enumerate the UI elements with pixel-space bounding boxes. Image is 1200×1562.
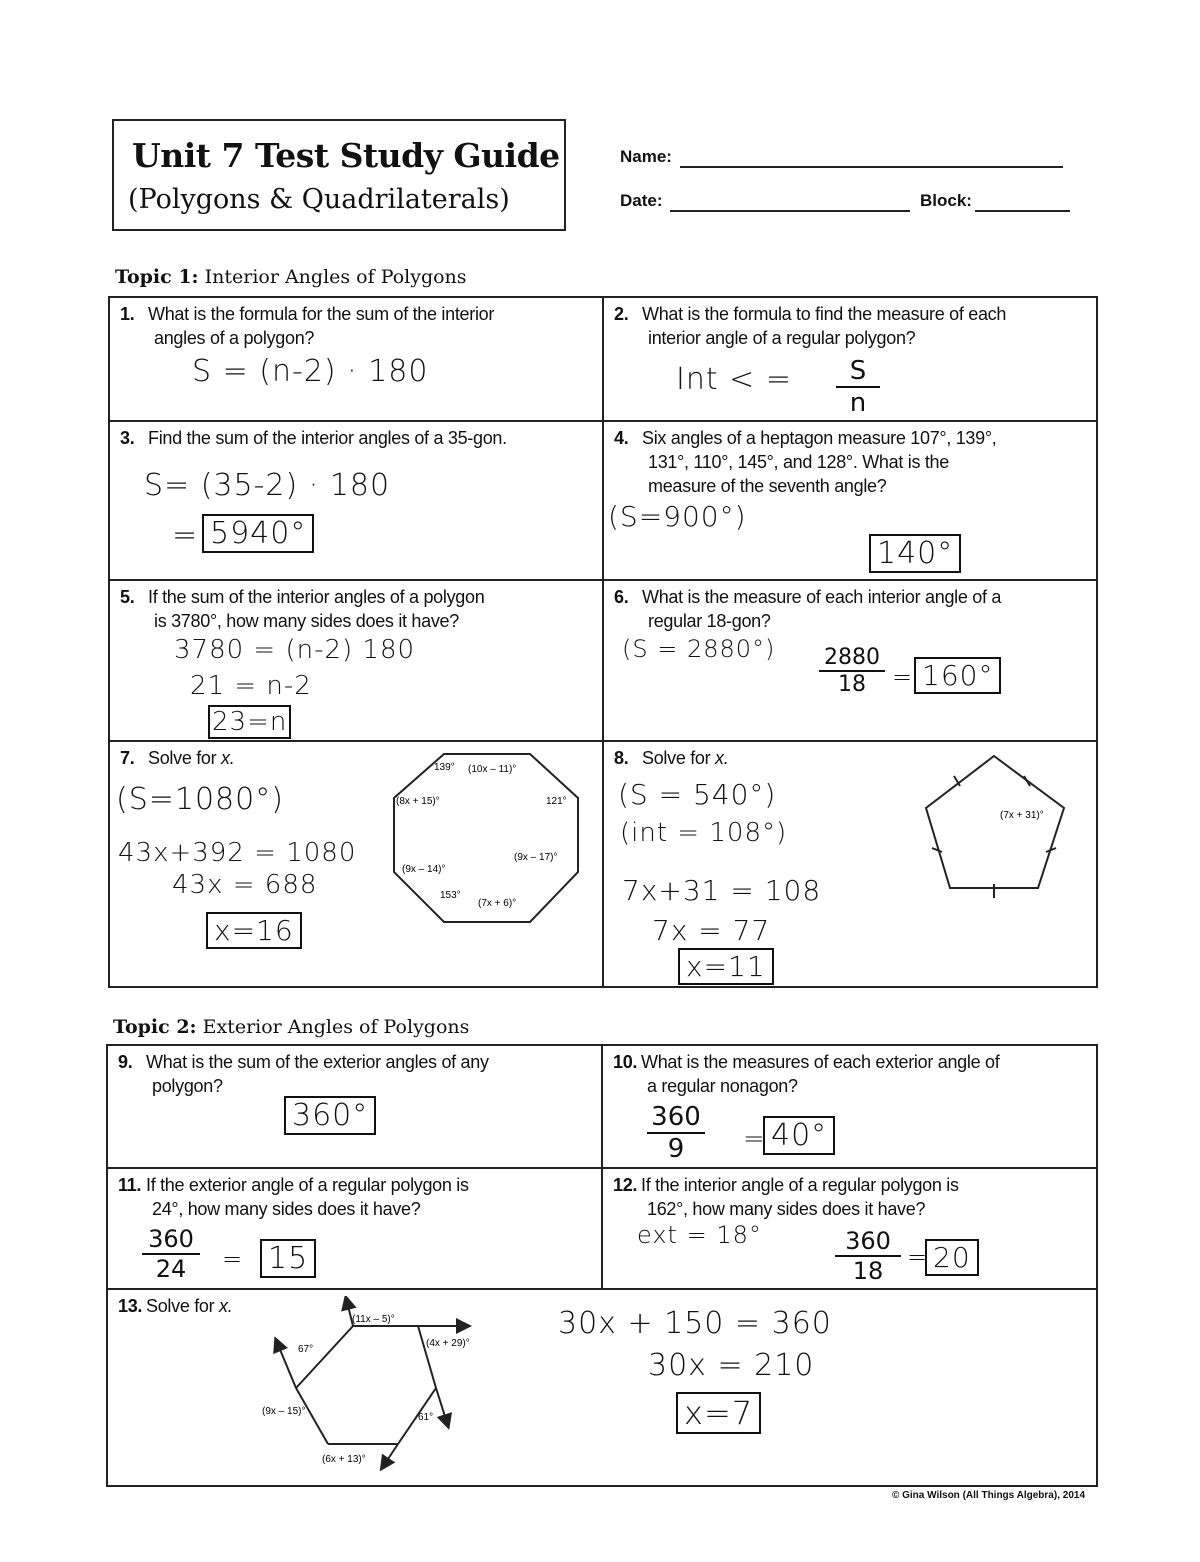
date-field[interactable] [670,210,910,212]
page-subtitle: (Polygons & Quadrilaterals) [128,184,510,215]
q6-frac-den: 18 [838,672,866,697]
q7-angle-label: 153° [440,890,461,901]
q2-work: Int < = [676,362,792,397]
q3-answer: 5940° [202,514,314,553]
q11-answer: 15 [260,1239,316,1278]
topic2-title: Exterior Angles of Polygons [202,1016,470,1038]
q7-angle-label: (7x + 6)° [478,898,517,909]
q9-answer: 360° [284,1096,376,1135]
q6-text-line1: What is the measure of each interior angle of a [642,587,1002,607]
q11-text-line2: 24°, how many sides does it have? [152,1199,421,1219]
q7-answer: x=16 [206,912,302,949]
q7-number: 7. [120,748,135,768]
topic1-heading [115,266,467,288]
q13-var: x. [219,1296,233,1316]
topic1-label: Topic 1: [115,266,199,288]
q4-text-line1: Six angles of a heptagon measure 107°, 139°, [642,428,997,448]
q2-fraction [836,356,880,418]
q6-frac-num: 2880 [819,645,885,672]
q13-number: 13. [118,1296,143,1316]
q12-answer: 20 [925,1239,979,1276]
q10-number: 10. [613,1052,638,1072]
q3-cell [109,421,603,580]
q12-fraction [835,1227,901,1285]
q11-equals: = [222,1245,244,1273]
q13-work-line2: 30x = 210 [648,1348,815,1383]
q11-prompt [118,1173,469,1221]
q3-text-line1: Find the sum of the interior angles of a 35-gon. [148,428,507,448]
q13-cell [107,1289,1097,1486]
q10-equals: = [743,1124,766,1154]
q4-prompt [614,426,996,498]
q12-work: ext = 18° [637,1221,762,1249]
q7-prompt [120,746,234,770]
q6-work: (S = 2880°) [622,635,776,663]
q8-work-line4: 7x = 77 [652,914,771,947]
q8-work-line2: (int = 108°) [620,818,788,848]
q8-prompt [614,746,728,770]
q2-prompt [614,302,1006,350]
block-field[interactable] [975,210,1070,212]
q11-text-line1: If the exterior angle of a regular polygon is [146,1175,469,1195]
q8-pentagon [926,756,1064,888]
q1-text-line2: angles of a polygon? [154,328,315,348]
q8-work-line1: (S = 540°) [618,778,777,811]
q13-angle-label: (6x + 13)° [322,1454,366,1465]
q13-angle-label: (4x + 29)° [426,1338,470,1349]
q6-equals: = [892,663,914,691]
q5-text-line2: is 3780°, how many sides does it have? [154,611,459,631]
q10-frac-num: 360 [647,1102,705,1134]
q3-work: S= (35-2) · 180 [144,468,391,503]
q2-frac-num: S [836,356,880,388]
q6-fraction [819,645,885,697]
q2-number: 2. [614,304,629,324]
topic2-heading [113,1016,469,1038]
q6-number: 6. [614,587,629,607]
q5-work-line1: 3780 = (n-2) 180 [174,635,416,665]
q13-angle-label: 67° [298,1344,314,1355]
q5-answer: 23=n [208,705,291,739]
q7-angle-label: (9x – 14)° [402,864,446,875]
q7-text: Solve for [148,748,217,768]
q10-prompt [613,1050,999,1098]
q1-number: 1. [120,304,135,324]
q10-text-line1: What is the measures of each exterior angle of [641,1052,1000,1072]
q4-work: (S=900°) [608,500,747,533]
q11-frac-den: 24 [155,1255,187,1283]
q2-frac-den: n [849,388,867,418]
q11-fraction [142,1225,200,1283]
block-label: Block: [920,191,972,210]
q13-angle-label: (11x – 5)° [352,1314,395,1325]
q5-work-line2: 21 = n-2 [190,671,312,701]
q12-equals: = [907,1243,929,1271]
q12-frac-den: 18 [852,1257,884,1285]
name-field[interactable] [680,166,1063,168]
q8-work-line3: 7x+31 = 108 [622,874,822,907]
q13-extension-arrow [382,1444,398,1468]
q11-number: 11. [118,1175,142,1195]
topic1-title: Interior Angles of Polygons [204,266,467,288]
q7-octagon-diagram [382,752,586,928]
q4-cell [603,421,1097,580]
q7-cell [109,741,603,987]
q3-equals: = [172,518,199,553]
q13-side [296,1326,353,1388]
q8-var: x. [715,748,729,768]
q3-number: 3. [120,428,135,448]
q12-text-line2: 162°, how many sides does it have? [647,1199,926,1219]
topic2-table [106,1044,1098,1487]
q13-side [418,1326,436,1388]
q13-extension-arrow [276,1340,296,1388]
q6-text-line2: regular 18-gon? [648,611,771,631]
date-label: Date: [620,191,663,210]
q12-cell [602,1168,1097,1289]
q2-cell [603,297,1097,421]
q9-number: 9. [118,1052,133,1072]
q11-cell [107,1168,602,1289]
q10-fraction [647,1102,705,1164]
q9-prompt [118,1050,489,1098]
q8-text: Solve for [642,748,711,768]
q12-frac-num: 360 [835,1227,901,1257]
q7-angle-label: (10x – 11)° [468,764,517,775]
q6-cell [603,580,1097,741]
q7-octagon [394,754,578,922]
q4-text-line2: 131°, 110°, 145°, and 128°. What is the [648,452,949,472]
q13-prompt [118,1294,232,1318]
q2-text-line2: interior angle of a regular polygon? [648,328,916,348]
q7-angle-label: (8x + 15)° [396,796,440,807]
q5-prompt [120,585,484,633]
q7-angle-label: 121° [546,796,567,807]
q13-hexagon-diagram [258,1296,488,1480]
q13-text: Solve for [146,1296,215,1316]
q12-number: 12. [613,1175,638,1195]
q9-text-line1: What is the sum of the exterior angles of any [146,1052,489,1072]
q7-angle-label: (9x – 17)° [514,852,558,863]
q8-angle-label: (7x + 31)° [1000,810,1044,821]
q7-angle-label: 139° [434,762,455,773]
q6-answer: 160° [914,657,1001,694]
q13-work-line1: 30x + 150 = 360 [558,1306,832,1341]
copyright: © Gina Wilson (All Things Algebra), 2014 [891,1490,1085,1501]
q1-text-line1: What is the formula for the sum of the interior [148,304,495,324]
page-title: Unit 7 Test Study Guide [132,136,560,175]
q5-text-line1: If the sum of the interior angles of a polygon [148,587,485,607]
q4-text-line3: measure of the seventh angle? [648,476,887,496]
q7-work-line3: 43x = 688 [172,870,318,900]
q13-angle-label: 61° [418,1412,434,1423]
q10-answer: 40° [763,1116,835,1155]
q7-work-line1: (S=1080°) [116,782,284,817]
q8-pentagon-diagram [920,752,1080,902]
q5-number: 5. [120,587,135,607]
q12-prompt [613,1173,959,1221]
q3-prompt [120,426,507,450]
topic2-label: Topic 2: [113,1016,197,1038]
q12-text-line1: If the interior angle of a regular polygon is [641,1175,959,1195]
q1-cell [109,297,603,421]
q13-answer: x=7 [676,1392,761,1434]
q9-cell [107,1045,602,1168]
q8-number: 8. [614,748,629,768]
q7-work-line2: 43x+392 = 1080 [118,838,357,868]
q8-cell [603,741,1097,987]
q7-var: x. [221,748,235,768]
q1-prompt [120,302,494,350]
q13-angle-label: (9x – 15)° [262,1406,306,1417]
q9-text-line2: polygon? [152,1076,223,1096]
q8-answer: x=11 [678,948,774,985]
q10-cell [602,1045,1097,1168]
q5-cell [109,580,603,741]
q1-work: S = (n-2) · 180 [192,354,429,389]
q4-number: 4. [614,428,629,448]
q10-text-line2: a regular nonagon? [647,1076,798,1096]
topic1-table [108,296,1098,988]
q2-text-line1: What is the formula to find the measure of each [642,304,1007,324]
q13-extension-arrow [436,1388,448,1426]
q11-frac-num: 360 [142,1225,200,1255]
name-label: Name: [620,147,672,166]
q6-prompt [614,585,1001,633]
q10-frac-den: 9 [667,1134,685,1164]
q4-answer: 140° [869,534,961,573]
q8-tick-mark [932,848,942,852]
